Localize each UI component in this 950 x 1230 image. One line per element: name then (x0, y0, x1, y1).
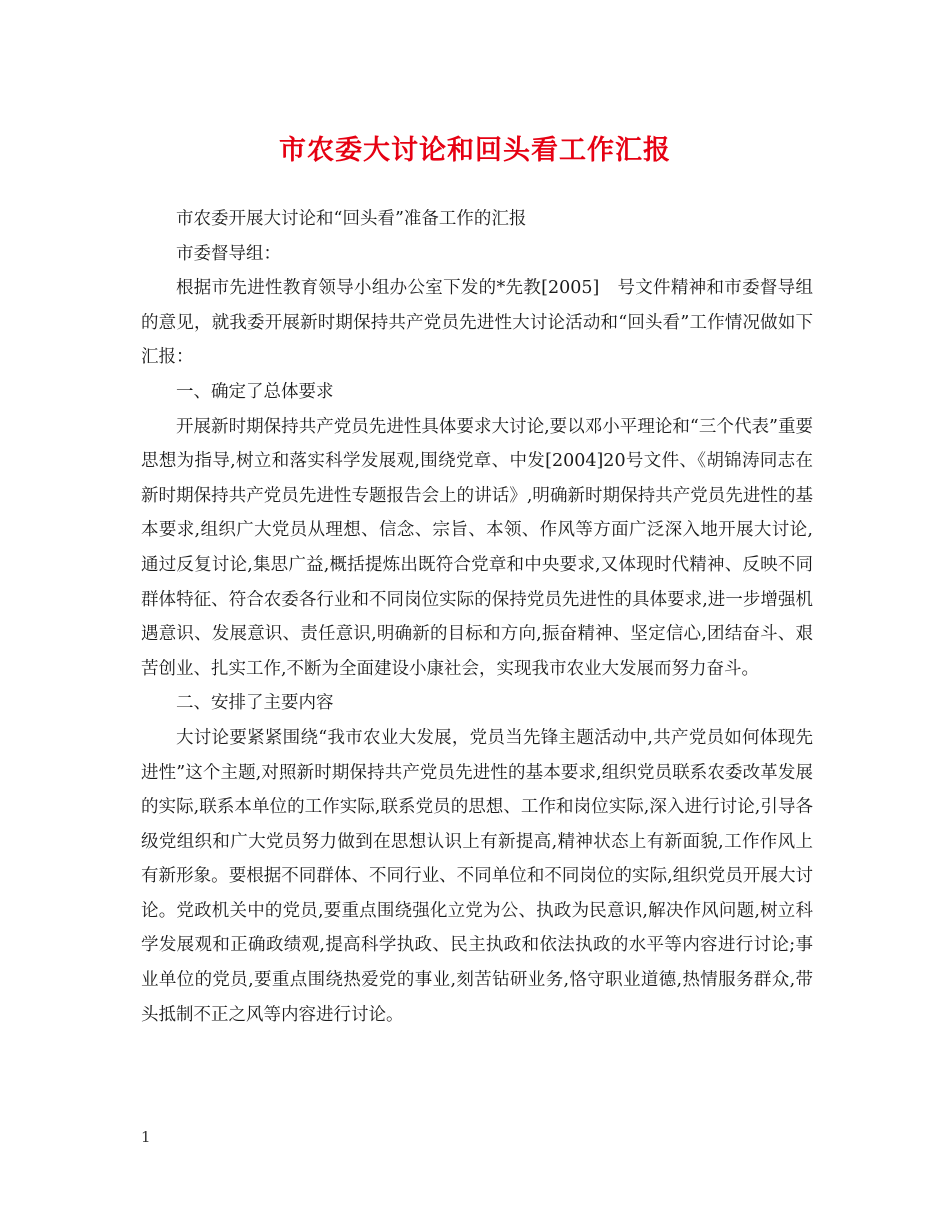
paragraph-section-2: 大讨论要紧紧围绕“我市农业大发展，党员当先锋主题活动中,共产党员如何体现先进性”这个主题,对照新时期保持共产党员先进性的基本要求,组织党员联系农委改革发展的实际,联系本单位的工作实际,联系党员的思想、工作和岗位实际,深入进行讨论,引导各级党组织和广大党员努力做到在思想认识上有新提高,精神状态上有新面貌,工作作风上有新形象。要根据不同群体、不同行业、不同单位和不同岗位的实际,组织党员开展大讨论。党政机关中的党员,要重点围绕强化立党为公、执政为民意识,解决作风问题,树立科学发展观和正确政绩观,提高科学执政、民主执政和依法执政的水平等内容进行讨论;事业单位的党员,要重点围绕热爱党的事业,刻苦钻研业务,恪守职业道德,热情服务群众,带头抵制不正之风等内容进行讨论。 (141, 727, 813, 1025)
paragraph-section-1: 开展新时期保持共产党员先进性具体要求大讨论,要以邓小平理论和“三个代表”重要思想为指导,树立和落实科学发展观,围绕党章、中发[2004]20号文件、《胡锦涛同志在新时期保持共产党员先进性专题报告会上的讲话》,明确新时期保持共产党员先进性的基本要求,组织广大党员从理想、信念、宗旨、本领、作风等方面广泛深入地开展大讨论,通过反复讨论,集思广益,概括提炼出既符合党章和中央要求,又体现时代精神、反映不同群体特征、符合农委各行业和不同岗位实际的保持党员先进性的具体要求,进一步增强机遇意识、发展意识、责任意识,明确新的目标和方向,振奋精神、坚定信心,团结奋斗、艰苦创业、扎实工作,不断为全面建设小康社会，实现我市农业大发展而努力奋斗。 (141, 416, 813, 679)
document-title: 市农委大讨论和回头看工作汇报 (279, 135, 671, 166)
section-heading-1: 一、确定了总体要求 (176, 381, 334, 402)
paragraph-salutation: 市委督导组： (176, 243, 281, 264)
document-body (141, 202, 813, 1032)
section-heading-2: 二、安排了主要内容 (176, 693, 334, 714)
page-number: 1 (141, 1128, 151, 1146)
paragraph-report-heading: 市农委开展大讨论和“回头看”准备工作的汇报 (176, 209, 527, 229)
paragraph-intro: 根据市先进性教育领导小组办公室下发的*先教[2005] 号文件精神和市委督导组的意见，就我委开展新时期保持共产党员先进性大讨论活动和“回头看”工作情况做如下汇报： (141, 278, 813, 368)
